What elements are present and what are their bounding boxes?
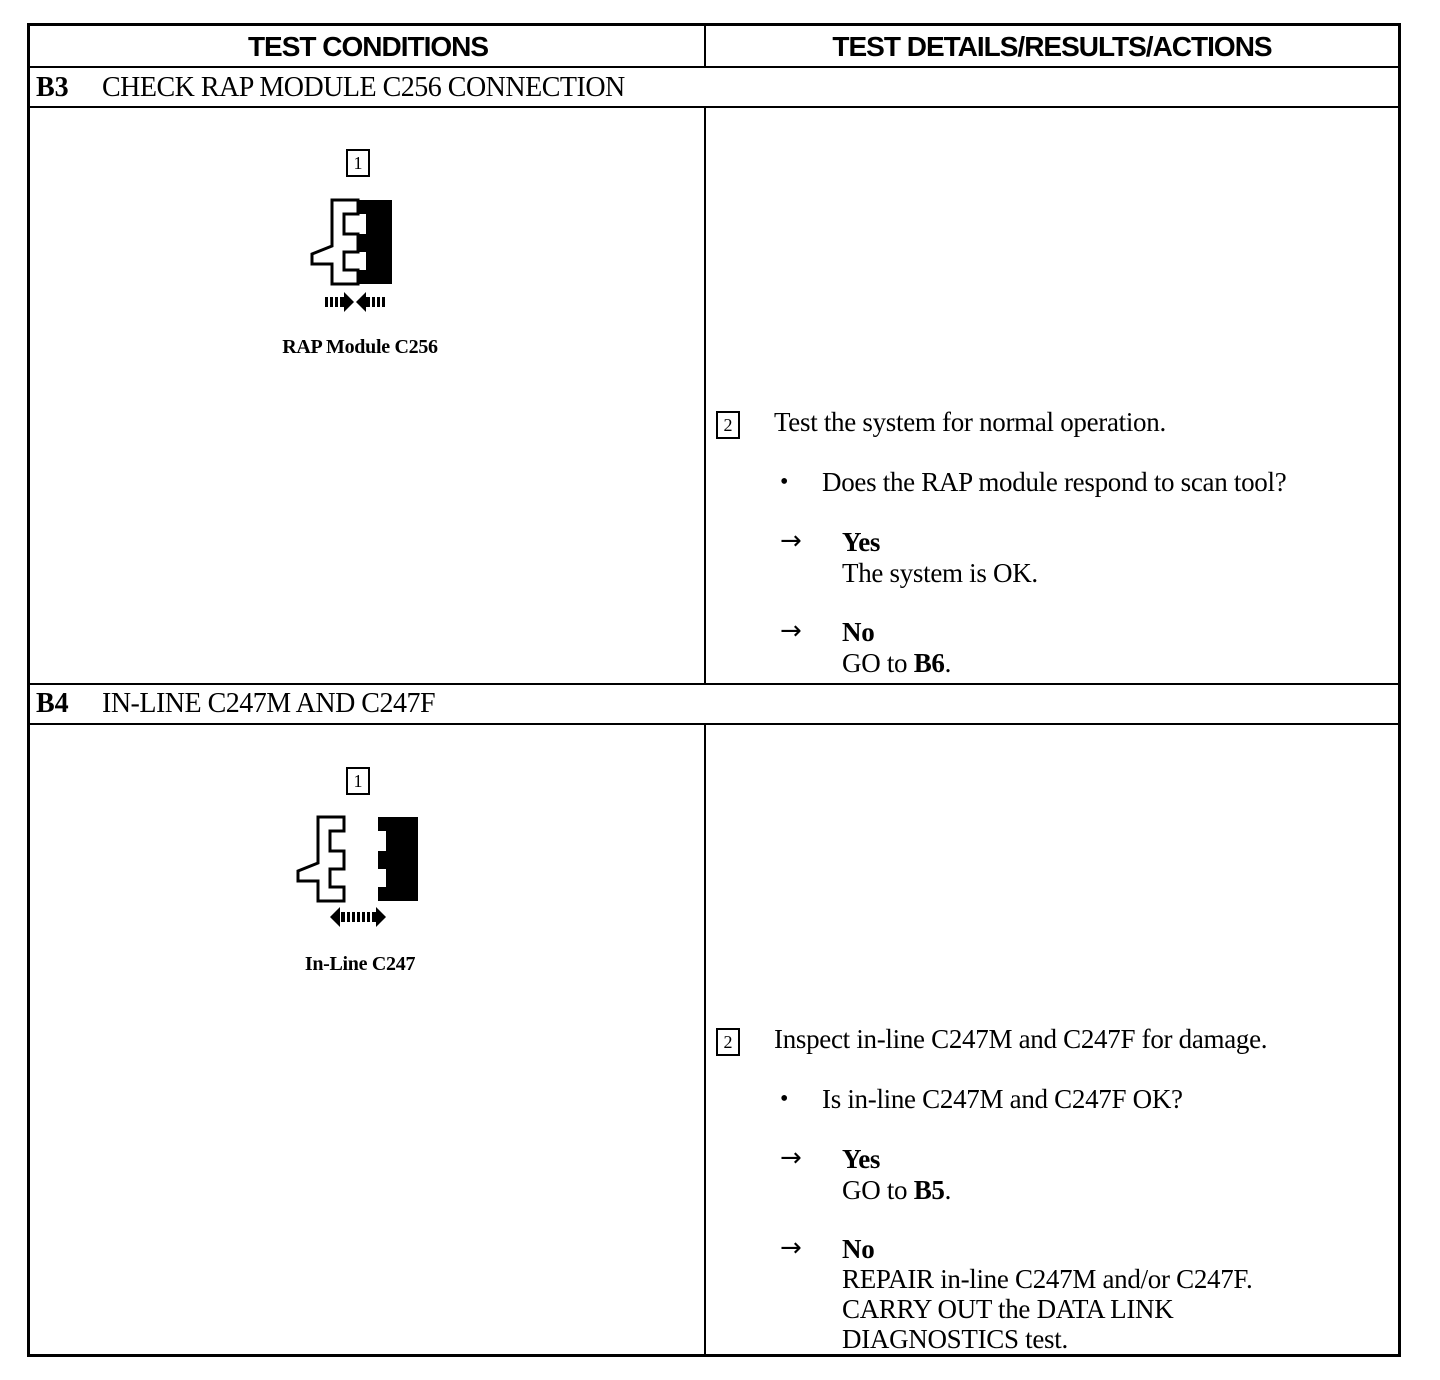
header-divider [704, 26, 706, 68]
connector-separated-icon [294, 811, 424, 935]
section-b3-header [30, 69, 1398, 107]
step-number-box: 2 [716, 1028, 740, 1056]
yes-result [842, 1175, 951, 1206]
question-text: Is in-line C247M and C247F OK? [822, 1084, 1183, 1114]
section-title: CHECK RAP MODULE C256 CONNECTION [102, 72, 625, 103]
step-number-box: 1 [346, 767, 370, 795]
step-number-box: 2 [716, 411, 740, 439]
no-result-line: CARRY OUT the DATA LINK [842, 1294, 1174, 1324]
yes-result-prefix: GO to [842, 1175, 914, 1205]
yes-label: Yes [842, 527, 881, 557]
step-number-box: 1 [346, 149, 370, 177]
section-code: B3 [36, 72, 69, 103]
section-b4-header-rule [30, 723, 1398, 725]
yes-result: The system is OK. [842, 558, 1038, 588]
section-code: B4 [36, 688, 69, 719]
arrow-right-icon: → [780, 1143, 802, 1173]
step-instruction: Test the system for normal operation. [774, 407, 1166, 437]
arrow-right-icon: → [780, 616, 802, 646]
header-test-details: TEST DETAILS/RESULTS/ACTIONS [832, 31, 1272, 62]
connector-caption: RAP Module C256 [282, 336, 438, 358]
yes-result-suffix: . [944, 1175, 952, 1205]
yes-label: Yes [842, 1144, 881, 1174]
header-test-conditions: TEST CONDITIONS [247, 31, 489, 62]
no-result-line: REPAIR in-line C247M and/or C247F. [842, 1264, 1253, 1294]
diagnostic-table [27, 23, 1401, 1357]
section-title: IN-LINE C247M AND C247F [102, 688, 436, 719]
section-b3-divider [704, 108, 706, 684]
no-result-line: DIAGNOSTICS test. [842, 1324, 1068, 1354]
step-instruction: Inspect in-line C247M and C247F for damage. [774, 1024, 1268, 1054]
bullet-icon: • [780, 1086, 789, 1112]
no-label: No [842, 617, 875, 647]
section-b4-divider [704, 725, 706, 1357]
no-result-suffix: . [944, 648, 952, 678]
section-b3-header-rule [30, 106, 1398, 108]
no-result-prefix: GO to [842, 648, 914, 678]
header-rule [30, 66, 1398, 68]
connector-mated-icon [308, 194, 398, 318]
bullet-icon: • [780, 469, 789, 495]
no-label: No [842, 1234, 875, 1264]
arrow-right-icon: → [780, 526, 802, 556]
section-b4-header [30, 685, 1398, 723]
goto-step-ref: B5 [913, 1175, 945, 1205]
goto-step-ref: B6 [913, 648, 945, 678]
connector-caption: In-Line C247 [304, 953, 416, 975]
arrow-right-icon: → [780, 1233, 802, 1263]
question-text: Does the RAP module respond to scan tool? [822, 467, 1287, 497]
no-result [842, 648, 951, 679]
